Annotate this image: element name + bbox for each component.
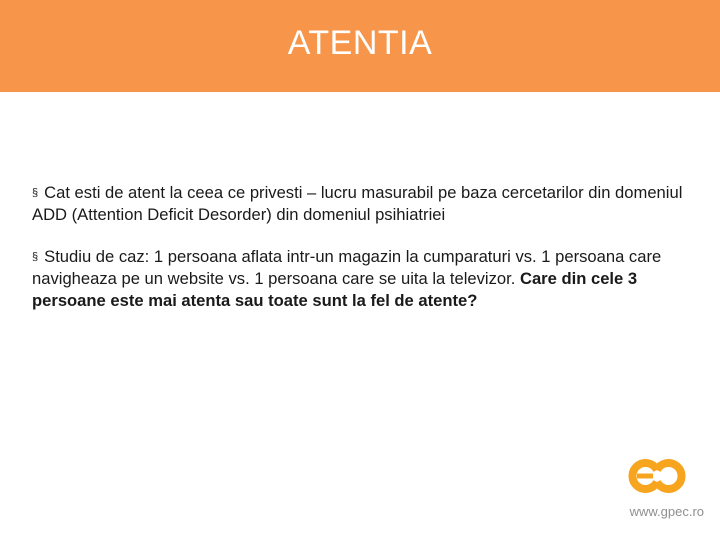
paragraph-text: Cat esti de atent la ceea ce privesti – lucru masurabil pe baza cercetarilor din domeniul ADD (Attention Deficit Desorder) din domeniul psihiatriei xyxy=(32,183,683,224)
bullet-paragraph-1 xyxy=(32,182,692,226)
slide-content xyxy=(32,182,692,332)
bullet-icon: § xyxy=(32,187,39,199)
paragraph-bold-text: Care din cele 3 persoane este mai atenta sau toate sunt la fel de atente? xyxy=(32,269,638,310)
title-bar xyxy=(0,0,720,92)
gpec-logo-icon xyxy=(627,456,687,496)
bullet-icon: § xyxy=(32,251,39,263)
website-link[interactable]: www.gpec.ro xyxy=(629,504,704,519)
bullet-paragraph-2 xyxy=(32,246,692,312)
paragraph-text: Studiu de caz: 1 persoana aflata intr-un magazin la cumparaturi vs. 1 persoana care navigheaza pe un website vs. 1 persoana care se uita la televizor. xyxy=(32,247,662,288)
slide-title: ATENTIA xyxy=(287,24,433,62)
